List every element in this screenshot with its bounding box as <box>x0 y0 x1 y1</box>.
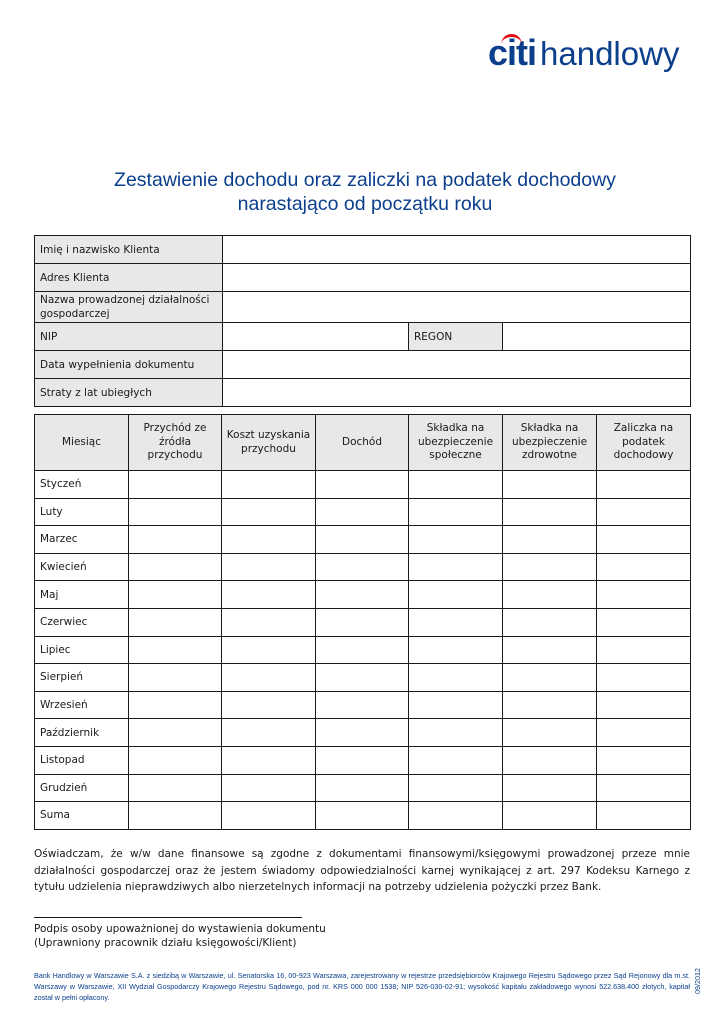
table-row <box>35 691 691 719</box>
table-cell[interactable] <box>503 553 597 581</box>
table-cell[interactable] <box>597 636 691 664</box>
table-cell[interactable] <box>129 802 222 830</box>
month-label: Grudzień <box>35 774 129 802</box>
table-cell[interactable] <box>129 498 222 526</box>
table-cell[interactable] <box>316 746 409 774</box>
table-cell[interactable] <box>409 636 503 664</box>
table-cell[interactable] <box>316 664 409 692</box>
business-name-field[interactable] <box>223 292 691 323</box>
signature-caption <box>34 922 326 950</box>
regon-field[interactable] <box>503 323 691 351</box>
table-row <box>35 774 691 802</box>
table-cell[interactable] <box>503 802 597 830</box>
table-cell[interactable] <box>409 471 503 499</box>
table-cell[interactable] <box>316 636 409 664</box>
logo-citi: citi <box>488 32 537 73</box>
month-label: Czerwiec <box>35 608 129 636</box>
table-cell[interactable] <box>503 664 597 692</box>
title-line-2: narastająco od początku roku <box>237 193 493 215</box>
table-row <box>35 471 691 499</box>
table-cell[interactable] <box>129 636 222 664</box>
table-cell[interactable] <box>597 581 691 609</box>
month-label: Luty <box>35 498 129 526</box>
table-cell[interactable] <box>409 719 503 747</box>
table-cell[interactable] <box>409 691 503 719</box>
table-cell[interactable] <box>409 553 503 581</box>
table-cell[interactable] <box>597 691 691 719</box>
table-cell[interactable] <box>503 498 597 526</box>
header-row <box>35 415 691 471</box>
table-cell[interactable] <box>129 774 222 802</box>
title-line-1: Zestawienie dochodu oraz zaliczki na podatek dochodowy <box>114 169 616 191</box>
citi-handlowy-logo <box>488 32 679 74</box>
signature-caption-line-1: Podpis osoby upoważnionej do wystawienia dokumentu <box>34 923 326 935</box>
client-info-table <box>34 235 691 407</box>
table-row <box>35 719 691 747</box>
table-cell[interactable] <box>222 471 316 499</box>
table-row <box>35 664 691 692</box>
table-cell[interactable] <box>597 498 691 526</box>
table-cell[interactable] <box>316 553 409 581</box>
month-label: Październik <box>35 719 129 747</box>
table-cell[interactable] <box>222 691 316 719</box>
table-cell[interactable] <box>129 553 222 581</box>
header-month: Miesiąc <box>35 415 129 471</box>
table-cell[interactable] <box>503 581 597 609</box>
regon-label: REGON <box>409 323 503 351</box>
table-cell[interactable] <box>597 746 691 774</box>
table-cell[interactable] <box>409 526 503 554</box>
table-cell[interactable] <box>129 608 222 636</box>
table-cell[interactable] <box>129 526 222 554</box>
table-cell[interactable] <box>222 526 316 554</box>
table-cell[interactable] <box>316 498 409 526</box>
table-cell[interactable] <box>597 553 691 581</box>
table-cell[interactable] <box>222 608 316 636</box>
table-cell[interactable] <box>129 719 222 747</box>
header-cost: Koszt uzyskania przychodu <box>222 415 316 471</box>
table-cell[interactable] <box>597 526 691 554</box>
table-row <box>35 636 691 664</box>
table-cell[interactable] <box>503 608 597 636</box>
table-cell[interactable] <box>503 471 597 499</box>
table-cell[interactable] <box>597 471 691 499</box>
table-cell[interactable] <box>316 719 409 747</box>
signature-caption-line-2: (Uprawniony pracownik działu księgowości/Klient) <box>34 937 297 949</box>
nip-label: NIP <box>35 323 223 351</box>
table-row <box>35 802 691 830</box>
table-cell[interactable] <box>503 526 597 554</box>
table-cell[interactable] <box>316 774 409 802</box>
month-label: Sierpień <box>35 664 129 692</box>
nip-field[interactable] <box>223 323 409 351</box>
table-cell[interactable] <box>129 471 222 499</box>
table-cell[interactable] <box>503 774 597 802</box>
table-cell[interactable] <box>316 691 409 719</box>
statement-text: Oświadczam, że w/w dane finansowe są zgodne z dokumentami finansowymi/księgowymi prowadzonej przeze mnie działalności gospodarczej oraz że jestem świadomy odpowiedzialności karnej wynikającej z art. 297 Kodeksu Karnego z tytułu udzielenia nieprawdziwych albo nierzetelnych informacji na potrzeby udzielenia pożyczki przez Bank. <box>34 848 690 893</box>
table-row <box>35 526 691 554</box>
table-cell[interactable] <box>222 498 316 526</box>
monthly-income-table <box>34 414 691 830</box>
table-cell[interactable] <box>316 526 409 554</box>
losses-label: Straty z lat ubiegłych <box>35 379 223 407</box>
table-cell[interactable] <box>316 471 409 499</box>
header-social-insurance: Składka na ubezpieczenie społeczne <box>409 415 503 471</box>
table-cell[interactable] <box>222 581 316 609</box>
table-cell[interactable] <box>222 802 316 830</box>
header-tax-advance: Zaliczka na podatek dochodowy <box>597 415 691 471</box>
client-address-field[interactable] <box>223 264 691 292</box>
month-label: Lipiec <box>35 636 129 664</box>
header-revenue: Przychód ze źródła przychodu <box>129 415 222 471</box>
table-cell[interactable] <box>222 746 316 774</box>
table-cell[interactable] <box>316 608 409 636</box>
month-label: Wrzesień <box>35 691 129 719</box>
table-cell[interactable] <box>222 774 316 802</box>
table-cell[interactable] <box>409 802 503 830</box>
fill-date-field[interactable] <box>223 351 691 379</box>
table-cell[interactable] <box>129 746 222 774</box>
header-health-insurance: Składka na ubezpieczenie zdrowotne <box>503 415 597 471</box>
header-income: Dochód <box>316 415 409 471</box>
table-cell[interactable] <box>597 664 691 692</box>
month-label: Suma <box>35 802 129 830</box>
client-name-field[interactable] <box>223 236 691 264</box>
table-cell[interactable] <box>222 664 316 692</box>
table-cell[interactable] <box>503 719 597 747</box>
table-cell[interactable] <box>409 774 503 802</box>
table-row <box>35 746 691 774</box>
table-cell[interactable] <box>129 664 222 692</box>
document-title <box>40 168 690 216</box>
business-name-label: Nazwa prowadzonej działalności gospodarczej <box>35 292 223 323</box>
month-label: Kwiecień <box>35 553 129 581</box>
table-row <box>35 581 691 609</box>
month-label: Styczeń <box>35 471 129 499</box>
table-cell[interactable] <box>129 581 222 609</box>
table-cell[interactable] <box>129 691 222 719</box>
table-row <box>35 498 691 526</box>
table-row <box>35 608 691 636</box>
client-address-label: Adres Klienta <box>35 264 223 292</box>
table-cell[interactable] <box>316 802 409 830</box>
table-row <box>35 553 691 581</box>
signature-line <box>34 917 302 918</box>
table-cell[interactable] <box>503 746 597 774</box>
table-cell[interactable] <box>409 664 503 692</box>
table-cell[interactable] <box>597 608 691 636</box>
table-cell[interactable] <box>597 774 691 802</box>
bank-footer: Bank Handlowy w Warszawie S.A. z siedzibą w Warszawie, ul. Senatorska 16, 00-923 Warszawa, zarejestrowany w rejestrze przedsiębiorców Krajowego Rejestru Sądowego przez Sąd Rejonowy dla m.st. Warszawy w Warszawie, XII Wydział Gospodarczy Krajowego Rejestru Sądowego, pod nr. KRS 000 000 1538; NIP 526-030-02-91; wysokość kapitału zakładowego wynosi 522.638.400 złotych, kapitał został w pełni opłacony. <box>34 971 690 1002</box>
month-label: Maj <box>35 581 129 609</box>
table-cell[interactable] <box>409 581 503 609</box>
table-cell[interactable] <box>222 553 316 581</box>
document-date: 09/2012 <box>693 968 702 994</box>
table-cell[interactable] <box>409 608 503 636</box>
table-cell[interactable] <box>409 746 503 774</box>
table-cell[interactable] <box>222 636 316 664</box>
table-cell[interactable] <box>316 581 409 609</box>
table-cell[interactable] <box>503 691 597 719</box>
fill-date-label: Data wypełnienia dokumentu <box>35 351 223 379</box>
client-name-label: Imię i nazwisko Klienta <box>35 236 223 264</box>
losses-field[interactable] <box>223 379 691 407</box>
table-cell[interactable] <box>503 636 597 664</box>
table-cell[interactable] <box>597 802 691 830</box>
table-cell[interactable] <box>409 498 503 526</box>
logo-handlowy: handlowy <box>540 35 680 72</box>
month-label: Listopad <box>35 746 129 774</box>
table-cell[interactable] <box>597 719 691 747</box>
table-cell[interactable] <box>222 719 316 747</box>
month-label: Marzec <box>35 526 129 554</box>
